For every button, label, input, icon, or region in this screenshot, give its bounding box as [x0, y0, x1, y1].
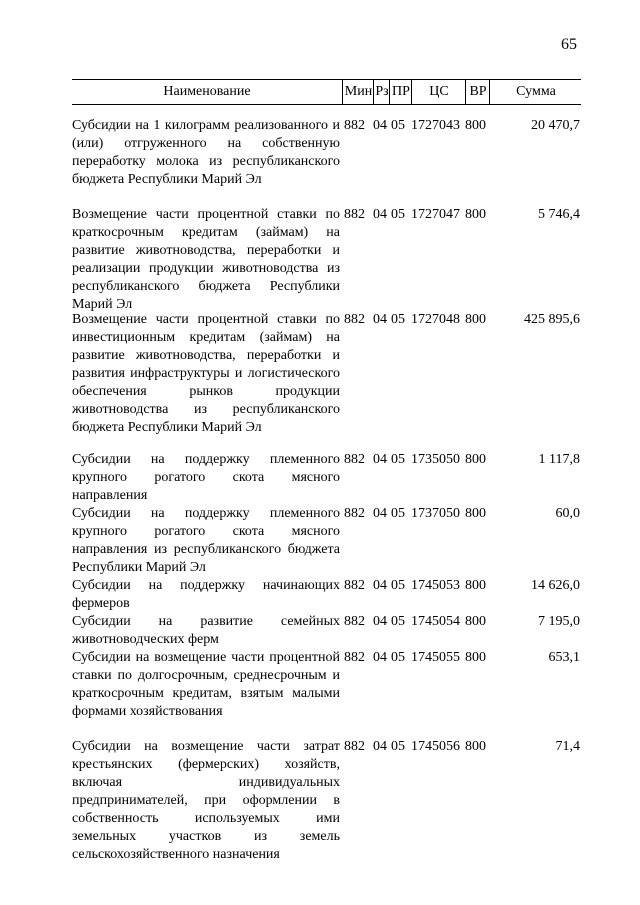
table-row	[0, 738, 640, 868]
row-min: 882	[344, 207, 365, 222]
row-sum: 20 470,7	[531, 118, 580, 133]
page-number: 65	[561, 36, 577, 53]
row-vr: 800	[465, 312, 486, 327]
row-vr: 800	[465, 650, 486, 665]
row-name: Субсидии на 1 килограмм реализованного и (или) отгруженного на собственную переработку молока из республиканского бюджета Республики Марий Эл	[72, 118, 340, 187]
row-min: 882	[344, 614, 365, 629]
row-vr: 800	[465, 739, 486, 754]
header-name: Наименование	[163, 84, 251, 99]
row-pr: 05	[391, 614, 405, 629]
row-pr: 05	[391, 312, 405, 327]
row-sum: 653,1	[548, 650, 580, 665]
row-name: Субсидии на поддержку начинающих фермеров	[72, 578, 340, 611]
row-vr: 800	[465, 578, 486, 593]
row-pr: 05	[391, 650, 405, 665]
row-min: 882	[344, 452, 365, 467]
row-name: Субсидии на возмещение части затрат крестьянских (фермерских) хозяйств, включая индивидуальных предпринимателей, при оформлении в собственность используемых ими земельных участков из земель сельскохозяйственного назначения	[72, 739, 340, 862]
row-rz: 04	[373, 614, 387, 629]
row-sum: 7 195,0	[538, 614, 580, 629]
row-name: Субсидии на возмещение части процентной ставки по долгосрочным, среднесрочным и краткосрочным кредитам, взятым малыми формами хозяйствования	[72, 650, 340, 719]
row-min: 882	[344, 650, 365, 665]
row-vr: 800	[465, 207, 486, 222]
table-row	[0, 451, 640, 505]
row-min: 882	[344, 578, 365, 593]
table-row	[0, 505, 640, 577]
row-rz: 04	[373, 506, 387, 521]
row-rz: 04	[373, 578, 387, 593]
row-rz: 04	[373, 118, 387, 133]
row-sum: 60,0	[555, 506, 580, 521]
row-sum: 5 746,4	[538, 207, 580, 222]
table-row	[0, 613, 640, 649]
row-rz: 04	[373, 312, 387, 327]
row-sum: 71,4	[555, 739, 580, 754]
header-min: Мин	[342, 80, 374, 104]
header-cs: ЦС	[411, 80, 466, 104]
table-row	[0, 577, 640, 613]
row-pr: 05	[391, 739, 405, 754]
row-vr: 800	[465, 118, 486, 133]
row-rz: 04	[373, 207, 387, 222]
table-row	[0, 649, 640, 738]
table-body	[0, 117, 640, 868]
row-pr: 05	[391, 207, 405, 222]
row-cs: 1727047	[411, 207, 460, 222]
row-min: 882	[344, 506, 365, 521]
row-cs: 1745053	[411, 578, 460, 593]
row-rz: 04	[373, 650, 387, 665]
header-vr: ВР	[465, 80, 490, 104]
header-pr: ПР	[389, 80, 412, 104]
row-cs: 1727048	[411, 312, 460, 327]
row-cs: 1745055	[411, 650, 460, 665]
row-pr: 05	[391, 506, 405, 521]
row-sum: 425 895,6	[524, 312, 580, 327]
row-vr: 800	[465, 452, 486, 467]
row-name: Возмещение части процентной ставки по краткосрочным кредитам (займам) на развитие животноводства, переработки и реализации продукции животноводства из республиканского бюджета Республики Марий Эл	[72, 207, 340, 312]
row-sum: 1 117,8	[538, 452, 580, 467]
row-cs: 1745054	[411, 614, 460, 629]
row-vr: 800	[465, 506, 486, 521]
header-rz: Рз	[373, 80, 390, 104]
row-name: Субсидии на развитие семейных животноводческих ферм	[72, 614, 340, 647]
table-row	[0, 206, 640, 311]
row-min: 882	[344, 312, 365, 327]
row-cs: 1745056	[411, 739, 460, 754]
row-min: 882	[344, 739, 365, 754]
table-row	[0, 311, 640, 451]
row-cs: 1735050	[411, 452, 460, 467]
row-name: Возмещение части процентной ставки по инвестиционным кредитам (займам) на развитие животноводства, переработки и развития инфраструктуры и логистического обеспечения рынков продукции животноводства из республиканского бюджета Республики Марий Эл	[72, 312, 340, 435]
row-cs: 1727043	[411, 118, 460, 133]
row-min: 882	[344, 118, 365, 133]
row-pr: 05	[391, 578, 405, 593]
row-rz: 04	[373, 452, 387, 467]
row-vr: 800	[465, 614, 486, 629]
row-name: Субсидии на поддержку племенного крупного рогатого скота мясного направления	[72, 452, 340, 503]
row-cs: 1737050	[411, 506, 460, 521]
row-pr: 05	[391, 452, 405, 467]
header-sum: Сумма	[489, 80, 582, 104]
row-rz: 04	[373, 739, 387, 754]
row-name: Субсидии на поддержку племенного крупного рогатого скота мясного направления из республиканского бюджета Республики Марий Эл	[72, 506, 340, 575]
row-sum: 14 626,0	[531, 578, 580, 593]
table-header	[72, 79, 581, 105]
table-row	[0, 117, 640, 206]
row-pr: 05	[391, 118, 405, 133]
